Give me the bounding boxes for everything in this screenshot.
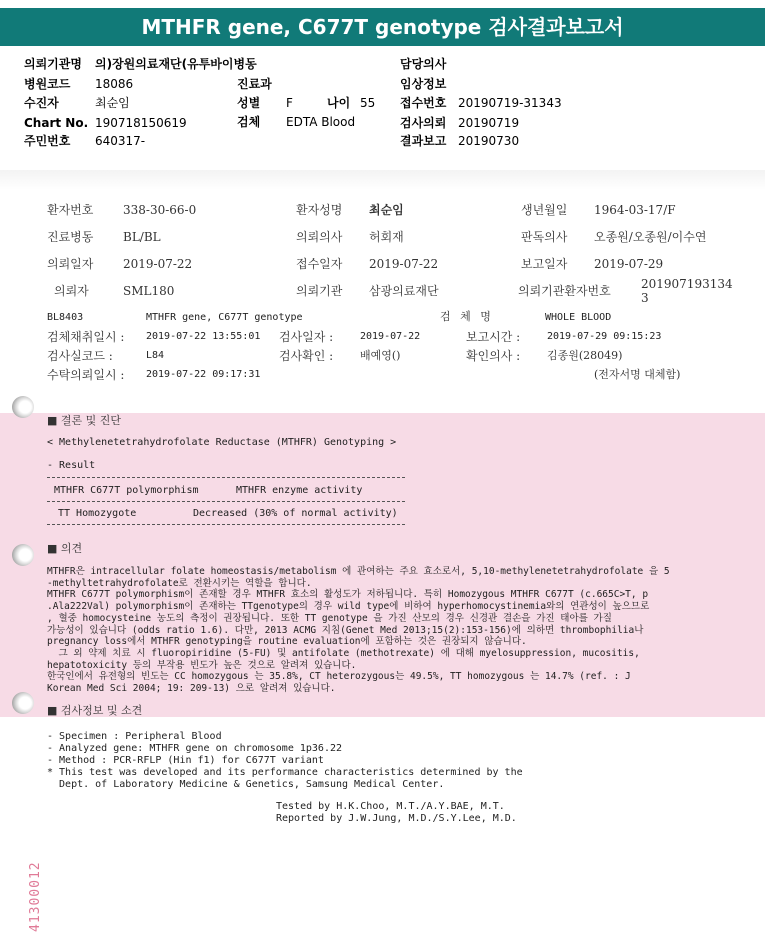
report-time-value: 2019-07-29 09:15:23 [547, 331, 662, 342]
verifier-label: 확인의사 : [466, 349, 521, 363]
room-value: L84 [146, 350, 165, 361]
opinion-line: Korean Med Sci 2004; 19: 209-13) 으로 알려져 있습니다. [47, 683, 336, 694]
report-date-label: 결과보고 [400, 134, 447, 148]
req-date-value: 2019-07-22 [123, 257, 193, 271]
consign-value: 2019-07-22 09:17:31 [146, 369, 261, 380]
ref-pid-value-2: 3 [641, 291, 649, 305]
clinical-label: 임상정보 [400, 77, 447, 91]
chart-value: 190718150619 [95, 116, 187, 130]
opinion-heading: ■ 의견 [47, 542, 83, 555]
confirm-value: 배예영() [360, 349, 401, 362]
table-rule [47, 524, 405, 525]
dept-label: 진료과 [237, 77, 272, 91]
receipt-label: 접수번호 [400, 96, 447, 110]
esign-note: (전자서명 대체함) [594, 368, 681, 381]
report-date-value: 20190730 [458, 134, 520, 148]
opinion-line: MTHFR C677T polymorphism이 존재할 경우 MTHFR 효소의 활성도가 저하됩니다. 특히 Homozygous MTHFR C677T (c.665C>T, p [47, 589, 649, 601]
result-label: - Result [47, 460, 96, 471]
report-title: MTHFR gene, C677T genotype 검사결과보고서 [0, 8, 765, 46]
opinion-line: 한국인에서 유전형의 빈도는 CC homozygous 는 35.8%, CT heterozygous는 49.5%, TT homozygous 는 14.7% (ref. : J [47, 671, 631, 683]
collect-label: 검체채취일시 : [47, 330, 125, 344]
specimen-value: EDTA Blood [286, 115, 356, 129]
opinion-line: -methyltetrahydrofolate로 전환시키는 역할을 합니다. [47, 577, 312, 589]
age-value: 55 [360, 96, 376, 110]
test-name: MTHFR gene, C677T genotype [146, 312, 303, 323]
specimen-name-value: WHOLE BLOOD [545, 312, 612, 323]
findings-line: Dept. of Laboratory Medicine & Genetics, Samsung Medical Center. [47, 779, 445, 790]
patient-label: 수진자 [24, 96, 59, 110]
findings-line: - Specimen : Peripheral Blood [47, 731, 222, 742]
institution-value: 의)장원의료재단(유투바이병동 [95, 57, 257, 71]
ref-doctor-value: 허회재 [369, 230, 404, 244]
ward-value: BL/BL [123, 230, 161, 244]
ssn-label: 주민번호 [24, 134, 71, 148]
report-time-label: 보고시간 : [466, 330, 521, 344]
request-label: 검사의뢰 [400, 116, 447, 130]
verifier-value: 김종원(28049) [547, 349, 623, 362]
binder-hole [12, 396, 34, 418]
findings-heading: ■ 검사정보 및 소견 [47, 704, 143, 717]
chart-label: Chart No. [24, 116, 89, 130]
tested-by: Tested by H.K.Choo, M.T./A.Y.BAE, M.T. [276, 801, 505, 812]
req-date-label: 의뢰일자 [47, 257, 94, 271]
dob-label: 생년월일 [521, 203, 568, 217]
patient-value: 최순임 [95, 96, 130, 110]
requester-value: SML180 [123, 284, 175, 298]
table-rule [47, 477, 405, 478]
binder-hole [12, 692, 34, 714]
request-value: 20190719 [458, 116, 520, 130]
rep-date-value: 2019-07-29 [594, 257, 664, 271]
binder-hole [12, 544, 34, 566]
col-genotype-header: MTHFR C677T polymorphism [54, 485, 199, 496]
test-date-label: 검사일자 : [279, 330, 334, 344]
reader-value: 오종원/오종원/이수연 [594, 230, 707, 244]
scan-edge-shadow [0, 170, 765, 190]
opinion-line: hepatotoxicity 등의 부작용 빈도가 높은 것으로 알려져 있습니다. [47, 659, 357, 671]
rep-date-label: 보고일자 [521, 257, 568, 271]
reported-by: Reported by J.W.Jung, M.D./S.Y.Lee, M.D. [276, 813, 517, 824]
specimen-name-label: 검 체 명 [440, 310, 494, 323]
pid-value: 338-30-66-0 [123, 203, 197, 217]
ref-inst-label: 의뢰기관 [296, 284, 343, 298]
sex-label: 성별 [237, 96, 261, 110]
institution-label: 의뢰기관명 [24, 57, 82, 71]
consign-label: 수탁의뢰일시 : [47, 368, 125, 382]
ref-pid-value-1: 201907193134 [641, 277, 733, 291]
ssn-value: 640317- [95, 134, 146, 148]
findings-line: * This test was developed and its performance characteristics determined by the [47, 767, 523, 778]
col-activity-header: MTHFR enzyme activity [236, 485, 363, 496]
opinion-line: MTHFR은 intracellular folate homeostasis/metabolism 에 관여하는 주요 효소로서, 5,10-methylenetetrahydrofolate 을 5 [47, 566, 670, 577]
sex-value: F [286, 96, 293, 110]
room-label: 검사실코드 : [47, 349, 113, 363]
doctor-label: 담당의사 [400, 57, 447, 71]
pid-label: 환자번호 [47, 203, 94, 217]
opinion-line: 그 외 약제 치료 시 fluoropiridine (5-FU) 및 antifolate (methotrexate) 에 대해 myelosuppression, mucositis, [47, 647, 640, 659]
result-activity: Decreased (30% of normal activity) [193, 508, 398, 519]
result-genotype: TT Homozygote [58, 508, 137, 519]
name-label: 환자성명 [296, 203, 343, 217]
name-value: 최순임 [369, 203, 404, 217]
reader-label: 판독의사 [521, 230, 568, 244]
specimen-label: 검체 [237, 115, 261, 129]
ref-doctor-label: 의뢰의사 [296, 230, 343, 244]
table-rule [47, 501, 405, 502]
test-code: BL8403 [47, 312, 84, 323]
receipt-value: 20190719-31343 [458, 96, 562, 110]
dob-value: 1964-03-17/F [594, 203, 676, 217]
findings-line: - Method : PCR-RFLP (Hin f1) for C677T variant [47, 755, 324, 766]
recv-date-value: 2019-07-22 [369, 257, 439, 271]
hospital-code-value: 18086 [95, 77, 134, 91]
requester-label: 의뢰자 [54, 284, 89, 298]
ref-inst-value: 삼광의료재단 [369, 284, 439, 298]
recv-date-label: 접수일자 [296, 257, 343, 271]
hospital-code-label: 병원코드 [24, 77, 71, 91]
method-line: < Methylenetetrahydrofolate Reductase (MTHFR) Genotyping > [47, 437, 397, 448]
opinion-line: pregnancy loss에서 MTHFR genotyping을 routine evaluation에 포함하는 것은 권장되지 않습니다. [47, 636, 527, 648]
confirm-label: 검사확인 : [279, 349, 334, 363]
side-barcode-number: 41300012 [28, 861, 43, 932]
findings-line: - Analyzed gene: MTHFR gene on chromosome 1p36.22 [47, 743, 343, 754]
collect-value: 2019-07-22 13:55:01 [146, 331, 261, 342]
ward-label: 진료병동 [47, 230, 94, 244]
test-date-value: 2019-07-22 [360, 331, 421, 342]
age-label: 나이 [327, 96, 351, 110]
opinion-line: .Ala222Val) polymorphism이 존재하는 TTgenotype의 경우 wild type에 비하여 hyperhomocystinemia와의 연관성이 높으므로 [47, 601, 650, 613]
conclusion-heading: ■ 결론 및 진단 [47, 414, 122, 427]
ref-pid-label: 의뢰기관환자번호 [518, 284, 611, 298]
opinion-line: 가능성이 있습니다 (odds ratio 1.6). 다만, 2013 ACMG 지침(Genet Med 2013;15(2):153-156)에 의하면 thrombophilia나 [47, 624, 644, 636]
opinion-line: , 혈중 homocysteine 농도의 측정이 권장됩니다. 또한 TT genotype 을 가진 산모의 경우 신경관 결손을 가진 태아를 가질 [47, 612, 612, 624]
